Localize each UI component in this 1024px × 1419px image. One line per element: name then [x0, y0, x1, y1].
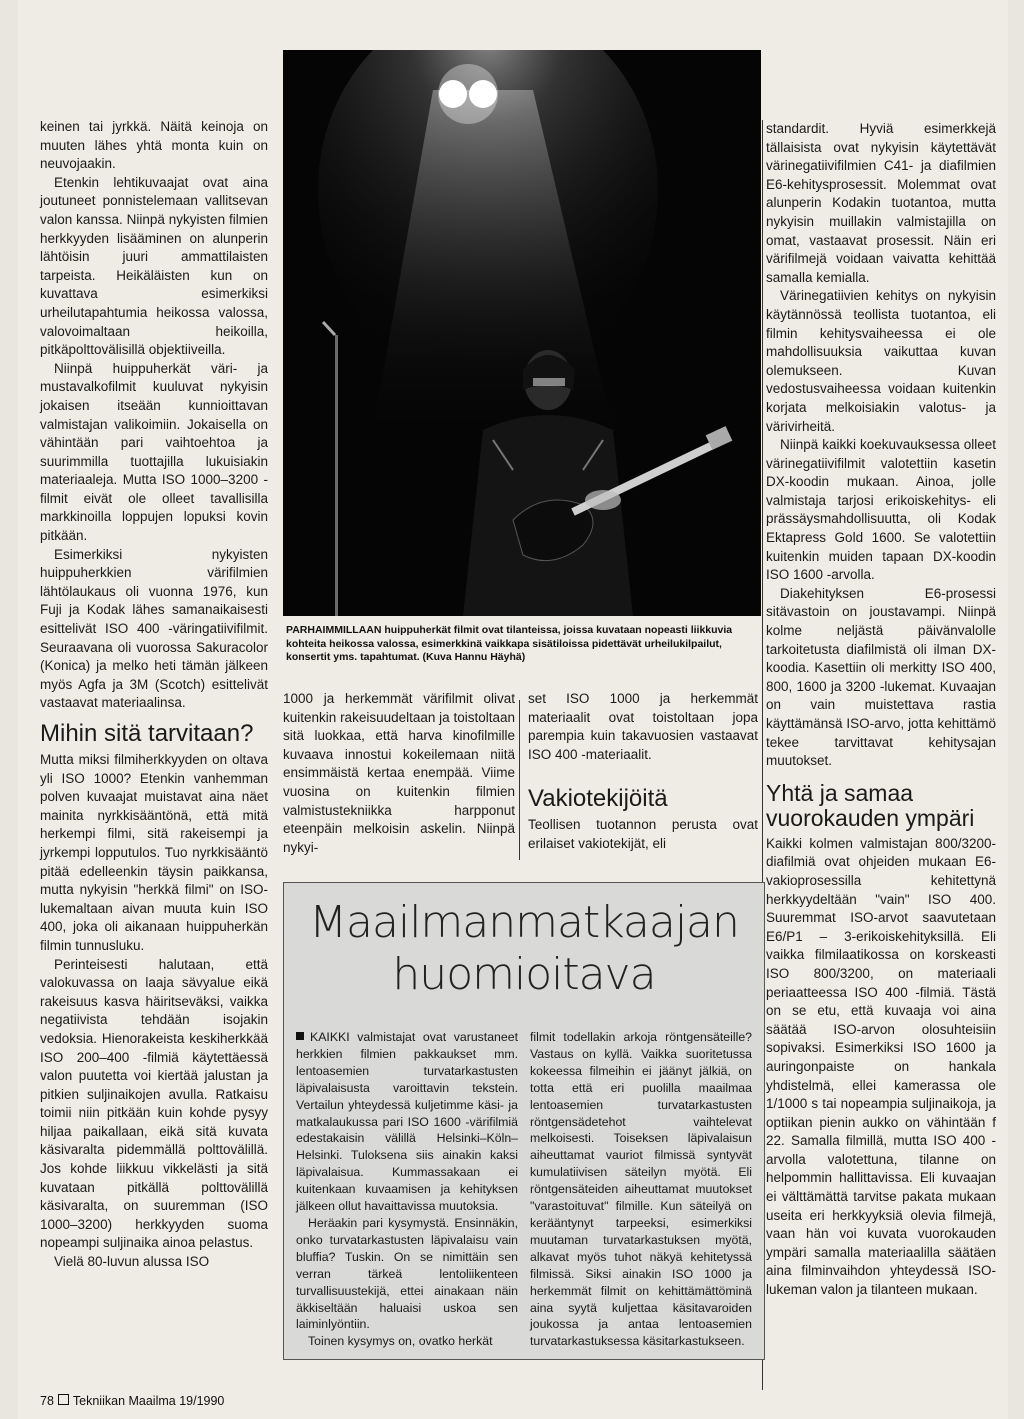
section-heading: Vakiotekijöitä: [528, 785, 668, 813]
section-heading: Yhtä ja samaa vuorokauden ympäri: [766, 779, 975, 831]
sidebar-column-2: [530, 1029, 752, 1350]
paragraph: Perinteisesti halutaan, että valokuvassa on laaja sävyalue eikä rakeisuus kasva häiritseväksi, vaikka negatiivista tehdään isojakin vedoksia. Hienorakeista keskiherkkää ISO 200–400 -filmiä käytettäessä valon puutetta voi kiertää jalustan ja pitkien suljinaikojen avulla. Ratkaisu toimii niin pitkään kuin kohde pysyy hiljaa paikallaan, eikä sitä kuvata käsivaralta pidemmällä polttovälillä. Jos kohde liikkuu vikkelästi ja sitä kuvataan pitkällä polttovälillä käsivaralta, on suuremman (ISO 1000–3200) herkkyyden suoma nopeampi suljinaika ainoa pelastus.: [40, 956, 268, 1251]
square-icon: [58, 1394, 69, 1405]
bullet-icon: [296, 1032, 304, 1040]
guitarist-on-stage-image: [283, 50, 761, 616]
paragraph-text: KAIKKI valmistajat ovat varustaneet herkkien filmien pakkaukset mm. lentoasemien turvatarkastusten läpivalaisusta varoittavin tekstein. Vertailun yhteydessä kuljetimme käsi- ja matkalaukussa pari ISO 1600 -värifilmiä edestakaisin välillä Helsinki–Köln–Helsinki. Tuloksena siis ainakin kaksi läpivalaisua. Kummassakaan ei kuitenkaan kuvaamisen ja kehityksen jälkeen ollut havaittavissa muutoksia.: [296, 1030, 518, 1214]
paragraph: Vielä 80-luvun alussa ISO: [54, 1254, 210, 1270]
page-footer: [40, 1394, 224, 1408]
sidebar-title: [284, 897, 764, 1001]
paragraph: 1000 ja herkemmät värifilmit olivat kuitenkin rakeisuudeltaan ja toistoltaan sitä luokkaa, että harva kinofilmille kuvaava innostui kokeilemaan niitä ensimmäistä kertaa enempää. Viime vuosina on kuitenkin filmien valmistustekniikka harpponut eteenpäin melkoisin askelin. Niinpä nykyi-: [283, 691, 515, 855]
paragraph: Niinpä kaikki koekuvauksessa olleet värinegatiivifilmit valotettiin kasetin DX-koodin mukaan. Ainoa, jolle valmistaja tarjosi erikoiskehitys- eli prässäysmahdollisuutta, oli Kodak Ektapress Gold 1600. Se valotettiin kuitenkin muiden tapaan DX-koodin ISO 1600 -arvolla.: [766, 437, 996, 583]
publication-name: Tekniikan Maailma 19/1990: [72, 1394, 225, 1408]
paragraph: Heräakin pari kysymystä. Ensinnäkin, onko turvatarkastusten läpivalaisu vain bluffia? Tuskin. On se nimittäin sen verran tärkeä lentoliikenteen turvallisuustekijä, ettei ainakaan näin äkkiseltään haluaisi uskoa sen laiminlyöntiin.: [296, 1215, 518, 1332]
sidebar-column-1: [296, 1029, 518, 1350]
section-heading: Mihin sitä tarvitaan?: [40, 720, 254, 747]
paragraph: Niinpä huippuherkät väri- ja mustavalkofilmit kuuluvat nykyisin jokaisen itseään kunnioittavan valmistajan valikoimiin. Jokaisella on vähintään pari vaihtoehtoa ja suurimmilla tuottajilla lukuisiakin materiaaleja. Mutta ISO 1000–3200 -filmit eivät ole olleet tavallisilla markkinoilla loppujen lopuksi kovin pitkään.: [40, 360, 268, 544]
sidebar-box: [283, 882, 765, 1360]
paragraph: Diakehityksen E6-prosessi sitävastoin on joustavampi. Niinpä kolme neljästä päivänvalolle tarkoitetusta diafilmistä oli ilman DX-koodia. Kasettiin oli merkitty ISO 400, 800, 1600 ja 3200 -lukemat. Kuvaajan on vain muistettava rastia käyttämänsä ISO-arvo, jotta kehittämö tekee tarvittavat kehitysajan muutokset.: [766, 585, 996, 769]
paragraph: Toinen kysymys on, ovatko herkät: [308, 1334, 493, 1349]
paragraph: standardit. Hyviä esimerkkejä tällaisista ovat nykyisin käytettävät värinegatiivifilmien C41- ja diafilmien E6-kehitysprosessit. Molemmat ovat alunperin Kodakin tuotantoa, mutta nykyisin muillakin valmistajilla on omat, vastaavat prosessit. Näin eri värifilmejä voidaan vaivatta kehittää samalla kemialla.: [766, 121, 996, 285]
paragraph: [296, 1029, 518, 1215]
photo-caption: PARHAIMMILLAAN huippuherkät filmit ovat tilanteissa, joissa kuvataan nopeasti liikkuvia kohteita heikossa valossa, esimerkkinä vaikkapa sisätiloissa pidettävät urheilukilpailut, konsertit yms. tapahtumat. (Kuva Hannu Häyhä): [286, 624, 733, 663]
paragraph: Värinegatiivien kehitys on nykyisin käytännössä teollista tuotantoa, eli filmin kehitysvaiheessa ei ole mahdollisuuksia vaikuttaa kuvan olemukseen. Kuvan vedostusvaiheessa voidaan kuitenkin korjata melkoisiakin valotus- ja värivirheitä.: [766, 288, 996, 434]
magazine-page: [18, 0, 1008, 1419]
paragraph: Mutta miksi filmiherkkyyden on oltava yli ISO 1000? Etenkin vanhemman polven kuvaajat muistavat aina näet mainita nyrkkisääntönä, että mitä herkempi filmi, sitä rakeisempi ja jyrkempi lopputulos. Tuo nyrkkisääntö pitää edelleenkin täysin paikkansa, mutta nykyisin "herkkä filmi" on ISO-lukemaltaan aivan muuta kuin ISO 400, joka oli aikanaan huippuherkän filmin tunnusluku.: [40, 752, 268, 953]
page-number: 78: [40, 1394, 54, 1408]
sidebar-title-line-1: Maailmanmatkaajan: [309, 897, 739, 948]
paragraph: Etenkin lehtikuvaajat ovat aina joutuneet ponnistelemaan vallitsevan valon kanssa. Niinpä nykyisten filmien herkkyyden lisääminen on alunperin lähtöisin juuri ammattilaisten tarpeista. Heikäläisten kun on kuvattava esimerkiksi urheilutapahtumia heikossa valossa, valovoimaltaan heikoilla, pitkäpolttovälisillä objektiiveilla.: [40, 174, 268, 358]
column-divider: [519, 700, 520, 860]
article-column-4: [766, 120, 996, 1300]
article-column-1: [40, 118, 268, 1272]
paragraph: keinen tai jyrkkä. Näitä keinoja on muuten lähes yhtä monta kuin on neuvojaakin.: [40, 119, 268, 172]
paragraph: Esimerkiksi nykyisten huippuherkkien värifilmien lähtölaukaus oli vuonna 1976, kun Fuji ja Kodak lähes samanaikaisesti esittelivät ISO 400 -väringatiivifilmit. Seuraavana oli vuorossa Sakuracolor (Konica) ja melko heti tämän jälkeen myös Agfa ja 3M (Scotch) esittelivät vastaavat materiaalinsa.: [40, 546, 268, 711]
paragraph: filmit todellakin arkoja röntgensäteille? Vastaus on kyllä. Vaikka suoritetussa kokeessa filmeihin ei jäänyt jälkiä, on totta että eri puolilla maailmaa lentoasemien turvatarkastusten röntgensädetehot vaihtelevat melkoisesti. Toiseksen läpivalaisun aiheuttamat vauriot filmissä syntyvät kumulatiivisen säteilyn myötä. Eli röntgensäteiden aiheuttamat muutokset "varastoituvat" filmille. Kun säteilyä on kerääntynyt tarpeeksi, esimerkiksi muutaman turvatarkastuksen myötä, alkavat myös tuhot näkyä kehitetyssä filmissä. Siksi ainakin ISO 1000 ja herkemmät filmit on kehittämättöminä aina syytä kuljettaa käsitavaroiden joukossa ja antaa lentoasemien turvatarkastuksessa käsitarkastukseen.: [530, 1030, 752, 1349]
paragraph: Teollisen tuotannon perusta ovat erilaiset vakiotekijät, eli: [528, 817, 758, 851]
paragraph: set ISO 1000 ja herkemmät materiaalit ovat toistoltaan jopa parempia kuin takavuosien vastaavat ISO 400 -materiaalit.: [528, 691, 758, 762]
article-column-3: [528, 690, 758, 854]
concert-photo: [283, 50, 761, 616]
paragraph: Kaikki kolmen valmistajan 800/3200-diafilmiä ovat ohjeiden mukaan E6-vakioprosessilla kehitettynä herkkyydeltään "vain" ISO 400. Suuremmat ISO-arvot saavutetaan E6/P1 – 3-erikoiskehityksillä. Eli vaikka filmilaatikossa on korskeasti ISO 800/3200, on materiaali periaatteessa ISO 400 -filmiä. Tästä on se etu, että kuvaaja voi aina säätää ISO-arvon olosuhteisiin sopivaksi. Esimerkiksi ISO 1600 ja auringonpaiste on hankala yhdistelmä, ellei kamerassa ole 1/1000 s tai nopeampia suljinaikoja, ja optiikan pienin aukko on vähintään f 22. Samalla filmillä, mutta ISO 400 -arvolla valotettuna, tilanne on helpommin hallittavissa. Eli kuvaajan ei välttämättä tarvitse pakata mukaan useita eri herkkyyksiä olevia filmejä, vaan hän voi kuvata vuorokauden ympäri samalla materiaalilla säätäen aina filminvaihdon yhteydessä ISO-lukeman valon ja tilanteen mukaan.: [766, 835, 996, 1298]
sidebar-title-line-2: huomioitava: [392, 949, 656, 1000]
article-column-2: [283, 690, 515, 857]
